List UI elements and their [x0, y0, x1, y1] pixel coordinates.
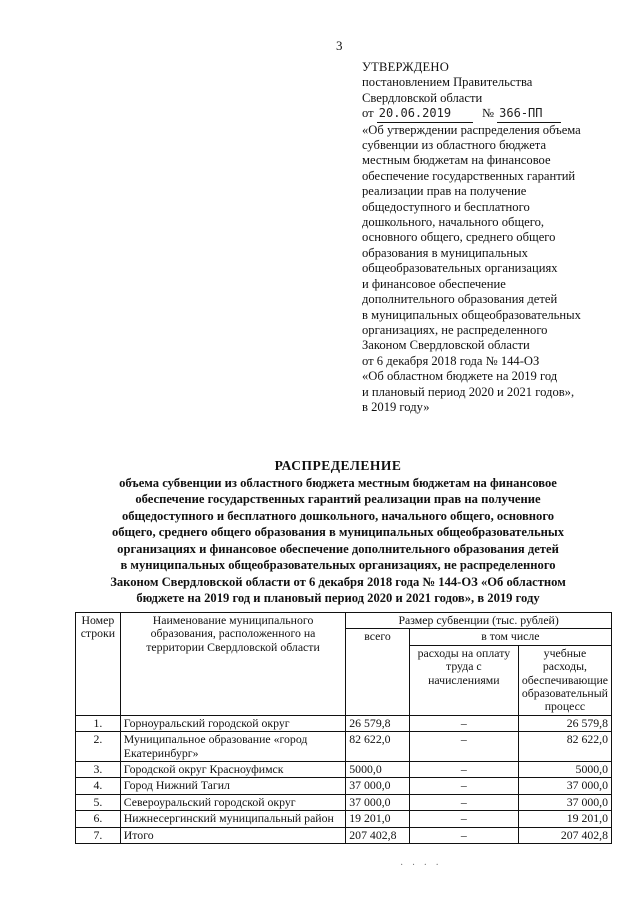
distribution-table: [75, 612, 612, 844]
row-total: 5000,0: [346, 762, 410, 778]
table-row: [76, 715, 612, 731]
table-row: [76, 811, 612, 827]
row-edu: 37 000,0: [518, 794, 611, 810]
row-edu: 37 000,0: [518, 778, 611, 794]
approval-title-line: основного общего, среднего общего: [362, 230, 556, 245]
row-name: Муниципальное образование «город Екатеринбург»: [120, 732, 346, 762]
row-num: 2.: [76, 732, 121, 762]
approval-title-line: от 6 декабря 2018 года № 144-ОЗ: [362, 353, 540, 368]
header-labor: расходы на оплату труда с начислениями: [409, 645, 518, 715]
row-num: 4.: [76, 778, 121, 794]
row-edu: 82 622,0: [518, 732, 611, 762]
row-edu: 26 579,8: [518, 715, 611, 731]
header-including: в том числе: [409, 629, 611, 645]
approval-block: [362, 60, 632, 415]
header-amount: Размер субвенции (тыс. рублей): [346, 613, 612, 629]
table-row: [76, 794, 612, 810]
row-labor: –: [409, 811, 518, 827]
header-name: Наименование муниципального образования, расположенного на территории Свердловской области: [120, 613, 346, 716]
approval-date-line: [362, 106, 632, 122]
approval-title-line: общеобразовательных организациях: [362, 261, 558, 276]
row-total: 37 000,0: [346, 794, 410, 810]
approval-title-lines: [362, 123, 632, 416]
row-labor: –: [409, 778, 518, 794]
row-name: Североуральский городской округ: [120, 794, 346, 810]
row-name: Нижнесергинский муниципальный район: [120, 811, 346, 827]
row-num: 7.: [76, 827, 121, 843]
title-subtitle: [78, 475, 598, 607]
approval-title-line: общедоступного и бесплатного: [362, 199, 530, 214]
approval-title-line: организациях, не распределенного: [362, 322, 548, 337]
document-title: [78, 458, 598, 607]
row-labor: –: [409, 732, 518, 762]
number-prefix: №: [481, 106, 494, 121]
title-line: общедоступного и бесплатного дошкольного, начального общего, основного: [121, 508, 555, 523]
row-total: 82 622,0: [346, 732, 410, 762]
approval-line: Свердловской области: [362, 90, 483, 105]
approval-title-line: Законом Свердловской области: [362, 338, 530, 353]
approval-line: постановлением Правительства: [362, 75, 533, 90]
title-main: РАСПРЕДЕЛЕНИЕ: [274, 458, 402, 473]
row-edu: 207 402,8: [518, 827, 611, 843]
approval-title-line: в муниципальных общеобразовательных: [362, 307, 581, 322]
title-line: Законом Свердловской области от 6 декабря 2018 года № 144-ОЗ «Об областном: [110, 574, 566, 589]
row-name: Итого: [120, 827, 346, 843]
table-row: [76, 732, 612, 762]
approval-heading: УТВЕРЖДЕНО: [362, 60, 450, 74]
row-num: 5.: [76, 794, 121, 810]
row-edu: 5000,0: [518, 762, 611, 778]
approval-title-line: местным бюджетам на финансовое: [362, 153, 551, 168]
table-body: [76, 715, 612, 843]
approval-title-line: образования в муниципальных: [362, 245, 528, 260]
row-num: 1.: [76, 715, 121, 731]
row-total: 26 579,8: [346, 715, 410, 731]
approval-title-line: «Об утверждении распределения объема: [362, 122, 581, 137]
row-labor: –: [409, 794, 518, 810]
row-labor: –: [409, 827, 518, 843]
title-line: организациях и финансовое обеспечение дополнительного образования детей: [117, 541, 559, 556]
row-num: 3.: [76, 762, 121, 778]
page-number: 3: [336, 38, 343, 53]
table-row: [76, 762, 612, 778]
header-num: Номер строки: [76, 613, 121, 716]
title-line: бюджете на 2019 год и плановый период 2020 и 2021 годов», в 2019 году: [136, 591, 540, 605]
header-edu: учебные расходы, обеспечивающие образовательный процесс: [518, 645, 611, 715]
date-prefix: от: [362, 106, 374, 121]
approval-title-line: обеспечение государственных гарантий: [362, 168, 576, 183]
row-total: 19 201,0: [346, 811, 410, 827]
title-line: в муниципальных общеобразовательных организациях, не распределенного: [120, 558, 556, 572]
approval-title-line: в 2019 году»: [362, 399, 430, 414]
title-line: общего, среднего общего образования в муниципальных общеобразовательных: [111, 525, 565, 539]
approval-title-line: субвенции из областного бюджета: [362, 138, 547, 153]
table-row: [76, 827, 612, 843]
approval-number: 366-ПП: [497, 106, 561, 122]
approval-title-line: дополнительного образования детей: [362, 292, 558, 307]
approval-title-line: «Об областном бюджете на 2019 год: [362, 369, 558, 384]
title-line: объема субвенции из областного бюджета местным бюджетам на финансовое: [119, 475, 557, 490]
approval-title-line: и плановый период 2020 и 2021 годов»,: [362, 384, 575, 399]
row-name: Горноуральский городской округ: [120, 715, 346, 731]
header-total: всего: [346, 629, 410, 715]
row-total: 207 402,8: [346, 827, 410, 843]
row-num: 6.: [76, 811, 121, 827]
title-line: обеспечение государственных гарантий реализации прав на получение: [135, 492, 541, 506]
row-edu: 19 201,0: [518, 811, 611, 827]
approval-title-line: дошкольного, начального общего,: [362, 215, 545, 230]
approval-date: 20.06.2019: [377, 106, 473, 122]
row-labor: –: [409, 715, 518, 731]
approval-title-line: и финансовое обеспечение: [362, 276, 506, 291]
scan-noise: · · · ·: [400, 860, 442, 871]
row-name: Город Нижний Тагил: [120, 778, 346, 794]
row-name: Городской округ Красноуфимск: [120, 762, 346, 778]
row-total: 37 000,0: [346, 778, 410, 794]
row-labor: –: [409, 762, 518, 778]
approval-title-line: реализации прав на получение: [362, 184, 527, 199]
table-row: [76, 778, 612, 794]
